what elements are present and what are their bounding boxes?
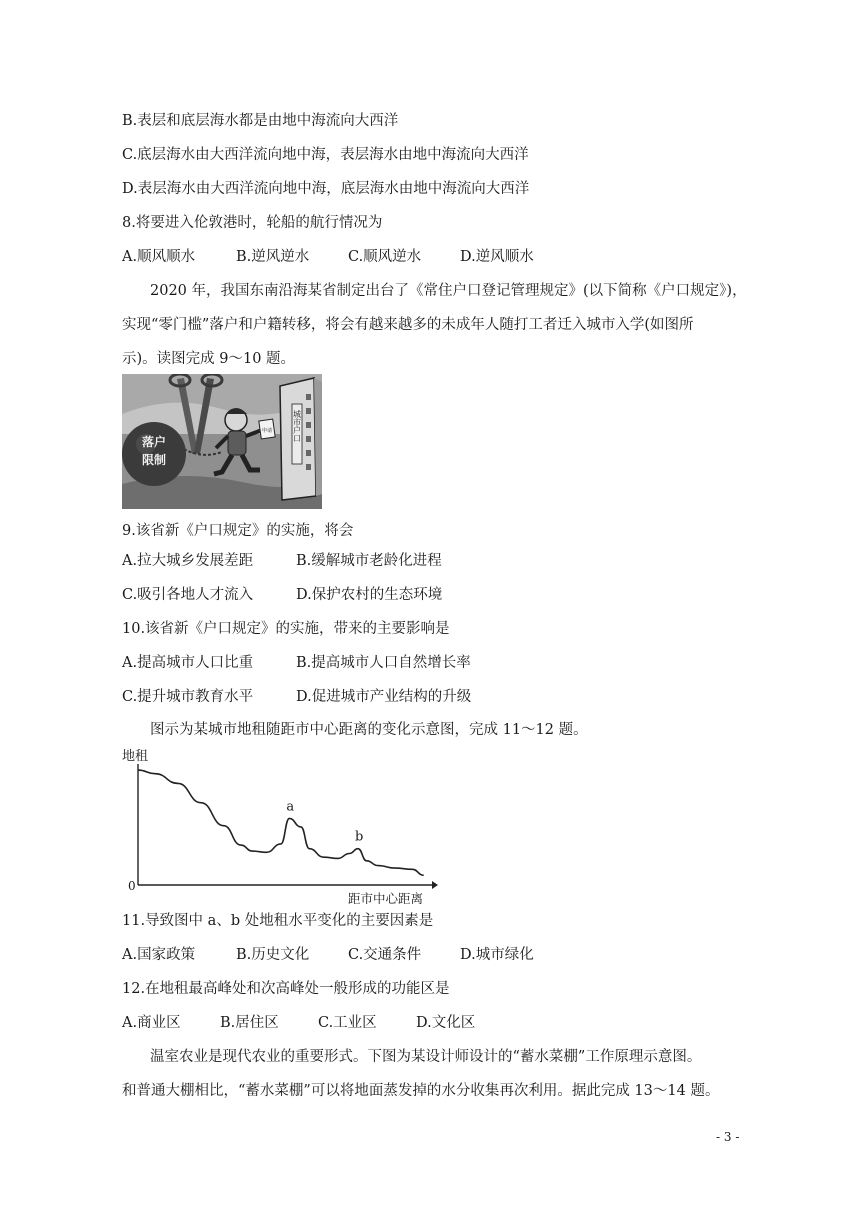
page-number: - 3 - (716, 1130, 740, 1144)
q12-stem: 12.在地租最高峰处和次高峰处一般形成的功能区是 (122, 981, 450, 997)
q8-option-d: D.逆风顺水 (460, 249, 534, 265)
q8-option-c: C.顺风逆水 (348, 249, 422, 265)
rent-curve-line (138, 770, 424, 875)
q7-option-d: D.表层海水由大西洋流向地中海，底层海水由地中海流向大西洋 (122, 181, 530, 197)
q10-stem: 10.该省新《户口规定》的实施，带来的主要影响是 (122, 621, 450, 637)
chart-x-arrow-icon (432, 881, 438, 889)
q9-option-b: B.缓解城市老龄化进程 (296, 553, 442, 569)
q11-option-b: B.历史文化 (236, 947, 310, 963)
q10-option-c: C.提升城市教育水平 (122, 689, 254, 705)
q11-options (122, 945, 534, 965)
cartoon-illustration (122, 374, 322, 509)
q9-option-a: A.拉大城乡发展差距 (122, 553, 254, 569)
q9-options-row2 (122, 585, 442, 605)
q12-options (122, 1013, 475, 1033)
land-rent-chart (118, 744, 448, 904)
passage3-line1: 温室农业是现代农业的重要形式。下图为某设计师设计的“蓄水菜棚”工作原理示意图。 (150, 1049, 702, 1065)
building-text: 城市户口 (292, 410, 302, 442)
q8-option-a: A.顺风顺水 (122, 249, 196, 265)
chart-xlabel: 距市中心距离 (348, 891, 424, 904)
q9-option-c: C.吸引各地人才流入 (122, 587, 254, 603)
q11-option-a: A.国家政策 (122, 947, 196, 963)
q9-options-row1 (122, 551, 442, 571)
q12-option-a: A.商业区 (122, 1015, 181, 1031)
q10-options-row2 (122, 687, 471, 707)
chart-ylabel: 地租 (122, 749, 149, 764)
q7-option-b: B.表层和底层海水都是由地中海流向大西洋 (122, 113, 399, 129)
passage1-line2: 实现“零门槛”落户和户籍转移，将会有越来越多的未成年人随打工者迁入城市入学(如图所 (122, 317, 694, 333)
q11-stem: 11.导致图中 a、b 处地租水平变化的主要因素是 (122, 913, 434, 929)
q10-option-b: B.提高城市人口自然增长率 (296, 655, 471, 671)
city-building (280, 378, 322, 500)
paper-text: 申请 (261, 428, 273, 434)
q9-stem: 9.该省新《户口规定》的实施，将会 (122, 523, 354, 539)
q8-options (122, 247, 534, 267)
passage1-line3: 示)。读图完成 9～10 题。 (122, 351, 296, 367)
passage3-line2: 和普通大棚相比，“蓄水菜棚”可以将地面蒸发掉的水分收集再次利用。据此完成 13～14 题。 (122, 1083, 720, 1099)
q11-option-d: D.城市绿化 (460, 947, 534, 963)
q9-option-d: D.保护农村的生态环境 (296, 587, 443, 603)
q10-option-a: A.提高城市人口比重 (122, 655, 254, 671)
q8-option-b: B.逆风逆水 (236, 249, 310, 265)
q10-options-row1 (122, 653, 471, 673)
q8-stem: 8.将要进入伦敦港时，轮船的航行情况为 (122, 215, 383, 231)
q11-option-c: C.交通条件 (348, 947, 422, 963)
passage1-line1: 2020 年，我国东南沿海某省制定出台了《常住户口登记管理规定》(以下简称《户口规定》)， (150, 283, 747, 299)
peak-label-a: a (286, 799, 295, 815)
peak-label-b: b (355, 829, 364, 845)
q7-option-c: C.底层海水由大西洋流向地中海，表层海水由地中海流向大西洋 (122, 147, 529, 163)
passage2: 图示为某城市地租随距市中心距离的变化示意图，完成 11～12 题。 (150, 722, 588, 738)
q12-option-b: B.居住区 (220, 1015, 279, 1031)
chart-origin-label: 0 (128, 879, 136, 893)
q12-option-d: D.文化区 (416, 1015, 476, 1031)
ball-text-1: 落户 (141, 435, 167, 449)
ball-text-2: 限制 (141, 453, 167, 467)
q12-option-c: C.工业区 (318, 1015, 377, 1031)
restriction-ball (122, 422, 186, 486)
q10-option-d: D.促进城市产业结构的升级 (296, 689, 472, 705)
